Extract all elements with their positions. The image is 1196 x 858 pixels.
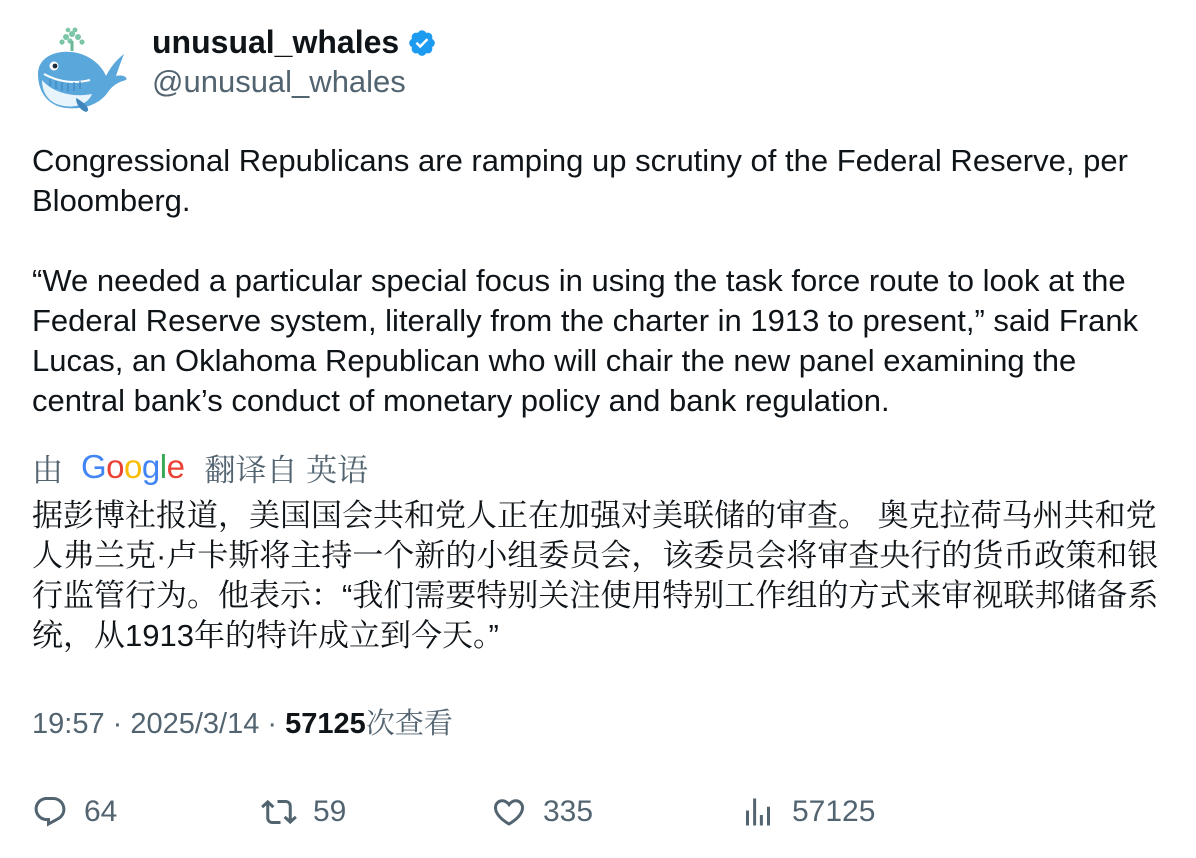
tweet-paragraph: Congressional Republicans are ramping up scrutiny of the Federal Reserve, per Bloomberg. — [32, 143, 1128, 218]
analytics-icon — [740, 794, 776, 830]
translation-prefix: 由 — [32, 452, 63, 488]
views-action-count: 57125 — [792, 795, 876, 828]
google-logo-letter: o — [124, 448, 142, 485]
google-logo-letter: l — [159, 448, 167, 485]
meta-separator: · — [259, 708, 286, 740]
author-display-name[interactable]: unusual_whales — [152, 24, 400, 60]
author-handle[interactable]: @unusual_whales — [152, 64, 406, 99]
reply-count: 64 — [84, 795, 118, 828]
reply-icon — [32, 794, 68, 830]
google-logo-letter: G — [81, 448, 107, 485]
google-logo-letter: e — [166, 448, 185, 485]
views-count: 57125 — [285, 708, 366, 740]
views-button[interactable] — [740, 790, 875, 834]
reply-button[interactable] — [32, 790, 117, 834]
author-name-row[interactable] — [152, 20, 437, 64]
meta-separator: · — [104, 708, 131, 740]
whale-avatar-icon — [32, 24, 128, 114]
google-logo — [81, 448, 184, 486]
tweet-time[interactable]: 19:57 — [32, 708, 105, 740]
retweet-button[interactable] — [261, 790, 346, 834]
tweet-date[interactable]: 2025/3/14 — [130, 708, 260, 740]
retweet-count: 59 — [313, 795, 347, 828]
like-count: 335 — [543, 795, 594, 828]
translation-attribution[interactable] — [32, 447, 368, 487]
translated-text: 据彭博社报道，美国国会共和党人正在加强对美联储的审查。 奥克拉荷马州共和党人弗兰克·卢卡斯将主持一个新的小组委员会，该委员会将审查央行的货币政策和银行监管行为。他表示：“我们需要特别关注使用特别工作组的方式来审视联邦储备系统，从1913年的特许成立到今天。” — [32, 498, 1159, 653]
tweet-paragraph: “We needed a particular special focus in using the task force route to look at the Federal Reserve system, literally from the charter in 1913 to present,” said Frank Lucas, an Oklahoma Republican who will chair the new panel examining the central bank’s conduct of monetary policy and bank regulation. — [32, 263, 1139, 418]
google-logo-letter: o — [106, 448, 125, 485]
tweet-text — [32, 141, 1172, 421]
translation-suffix: 翻译自 英语 — [204, 452, 369, 488]
like-button[interactable] — [491, 790, 593, 834]
verified-badge-icon — [407, 28, 437, 58]
heart-icon — [491, 794, 527, 830]
avatar[interactable] — [32, 24, 128, 114]
retweet-icon — [261, 794, 297, 830]
tweet-meta — [32, 704, 453, 744]
views-label: 次查看 — [365, 708, 453, 740]
google-logo-letter: g — [141, 448, 160, 485]
